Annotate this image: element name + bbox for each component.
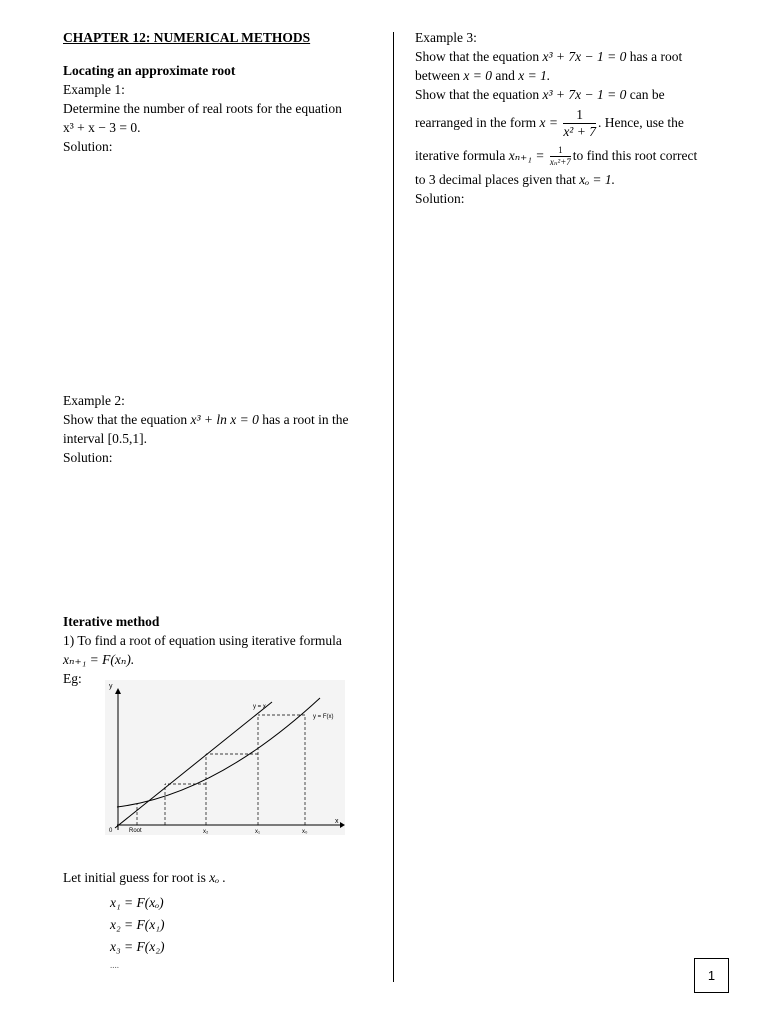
example-3-initial-value: xₒ = 1.: [579, 172, 616, 187]
example-3-equation-1: x³ + 7x − 1 = 0: [542, 49, 627, 64]
y-axis-arrow: [115, 688, 121, 694]
section-heading-locating-root: Locating an approximate root: [63, 63, 236, 78]
graph-label-x0: x₀: [302, 829, 308, 835]
example-2-solution-label: Solution:: [63, 450, 113, 465]
example-3-solution-label: Solution:: [415, 191, 465, 206]
example-2-text-part-2: has a root in the: [262, 412, 349, 427]
example-3-line-2: [415, 66, 735, 85]
example-3-iter-fraction: [550, 145, 571, 168]
left-column: [63, 28, 383, 156]
example-3-label: Example 3:: [415, 30, 477, 45]
example-3-bound-lower: x = 0: [463, 68, 492, 83]
example-3-line-6: [415, 170, 735, 189]
graph-label-y-equals-x: y = x: [253, 704, 266, 710]
example-2-line-1: [63, 410, 383, 429]
page-number-box: [694, 958, 729, 993]
fraction-denominator: x² + 7: [563, 124, 596, 140]
iteration-line-2: x₂ = F(x₁): [110, 917, 165, 932]
line-y-equals-x: [115, 702, 272, 828]
iter-fraction-numerator: 1: [550, 145, 571, 157]
graph-label-x2: x₂: [203, 829, 209, 835]
right-column: [415, 28, 735, 208]
example-3-line-6-text: to 3 decimal places given that: [415, 172, 576, 187]
graph-label-root: Root: [129, 828, 142, 834]
example-1-equation: x³ + x − 3 = 0.: [63, 120, 141, 135]
example-3-line-3-tail: can be: [629, 87, 665, 102]
iterative-formula-text: xₙ₊₁ = F(xₙ).: [63, 652, 135, 667]
example-2-text-part-1: Show that the equation: [63, 412, 188, 427]
x-axis-arrow: [340, 822, 345, 828]
iteration-line-1: x₁ = F(xₒ): [110, 895, 164, 910]
example-3-rearranged-fraction: [563, 107, 596, 140]
example-2-line-2: interval [0.5,1].: [63, 431, 147, 446]
iteration-graph-svg: [105, 680, 345, 835]
iteration-graph: [105, 680, 345, 835]
initial-guess-line: [63, 868, 383, 887]
curve-y-equals-fx: [117, 698, 320, 807]
iterative-formula: [63, 650, 383, 669]
example-3-line-1-tail: has a root: [629, 49, 683, 64]
example-2-label: Example 2:: [63, 393, 125, 408]
iteration-list: [110, 892, 164, 972]
fraction-numerator: 1: [563, 107, 596, 124]
graph-label-y-equals-fx: y = F(x): [313, 714, 334, 720]
column-divider: [393, 32, 394, 982]
iterative-text: 1) To find a root of equation using iterative formula: [63, 633, 342, 648]
example-3-rearranged-lhs: x =: [539, 115, 558, 130]
example-1-label: Example 1:: [63, 82, 125, 97]
example-3-iter-lhs: xₙ₊₁ =: [508, 148, 545, 163]
graph-label-y: y: [109, 683, 113, 690]
cobweb-lines: [137, 715, 305, 825]
iteration-ellipsis: ....: [110, 960, 119, 970]
example-3-equation-2: x³ + 7x − 1 = 0: [542, 87, 627, 102]
section-heading-iterative: Iterative method: [63, 614, 160, 629]
example-3-line-4-text: rearranged in the form: [415, 115, 537, 130]
example-3-line-2-text: between: [415, 68, 460, 83]
example-3-line-1-text: Show that the equation: [415, 49, 540, 64]
example-3-line-5-tail: to find this root correct: [572, 148, 698, 163]
example-3-line-3-text: Show that the equation: [415, 87, 540, 102]
graph-label-origin: 0: [109, 828, 113, 834]
example-3-line-5-text: iterative formula: [415, 148, 506, 163]
initial-guess-variable: xₒ .: [209, 870, 226, 885]
page-number: 1: [707, 968, 716, 983]
example-3-bound-upper: x = 1.: [518, 68, 551, 83]
iter-fraction-denominator: xₙ²+7: [549, 157, 571, 168]
graph-label-x1: x₁: [255, 829, 261, 835]
example-3-line-1: [415, 47, 735, 66]
iteration-line-3: x₃ = F(x₂): [110, 939, 165, 954]
graph-label-x: x: [335, 818, 339, 825]
example-3-line-4: [415, 104, 735, 142]
example-2-block: [63, 391, 383, 467]
example-3-and: and: [495, 68, 515, 83]
eg-label: Eg:: [63, 671, 82, 686]
example-3-line-5: [415, 142, 735, 170]
example-2-equation: x³ + ln x = 0: [190, 412, 259, 427]
example-1-solution-label: Solution:: [63, 139, 113, 154]
example-3-line-3: [415, 85, 735, 104]
iterative-method-block: [63, 612, 383, 688]
example-1-text: Determine the number of real roots for the equation: [63, 101, 342, 116]
chapter-title: CHAPTER 12: NUMERICAL METHODS: [63, 30, 311, 45]
example-3-line-4-tail: . Hence, use the: [597, 115, 684, 130]
initial-guess-text: Let initial guess for root is: [63, 870, 206, 885]
